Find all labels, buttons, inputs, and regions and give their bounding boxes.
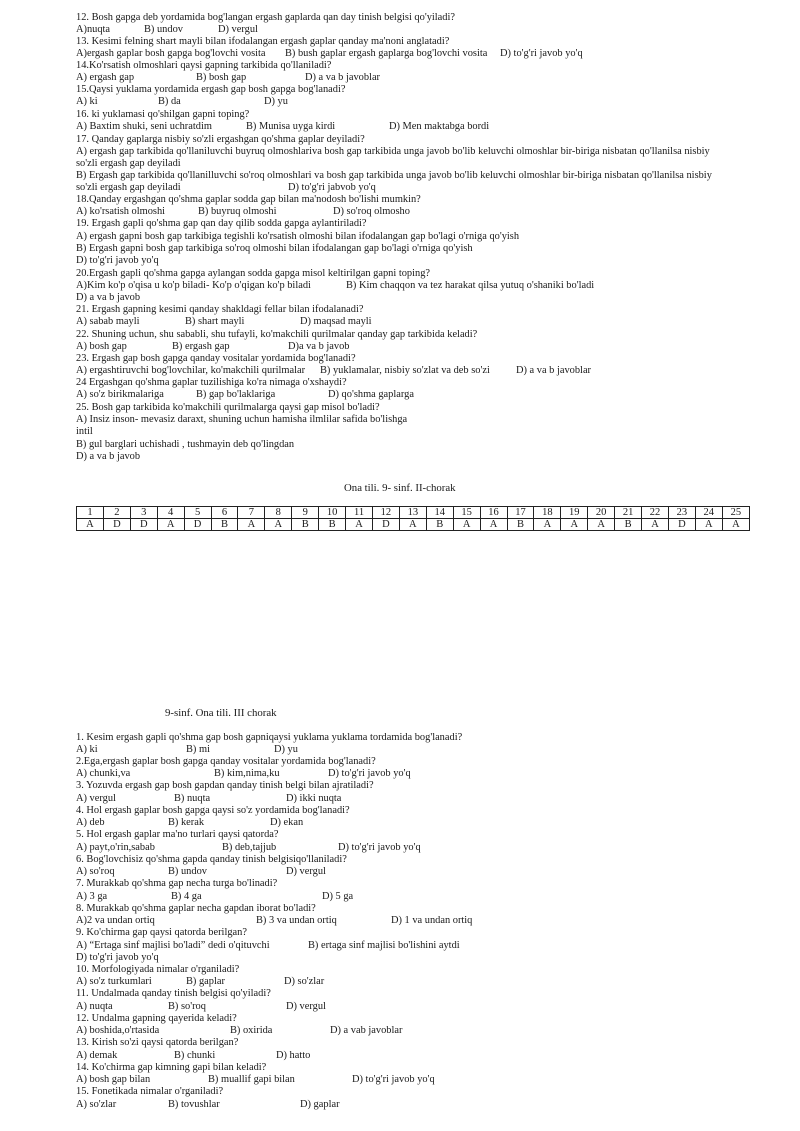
answer-key-number-cell: 2 (103, 507, 130, 519)
answer-key-number-cell: 11 (346, 507, 373, 519)
answer-key-answers-row (77, 519, 750, 531)
answer-key-number-cell: 12 (372, 507, 399, 519)
answer-key-number-cell: 4 (157, 507, 184, 519)
answer-key-answer-cell: A (77, 519, 104, 531)
answer-key-number-cell: 25 (722, 507, 749, 519)
answer-key-number-cell: 14 (426, 507, 453, 519)
section-2-title: 9-sinf. Ona tili. III chorak (165, 707, 277, 719)
answer-key-answer-cell: A (157, 519, 184, 531)
answer-key-answer-cell: A (695, 519, 722, 531)
answer-key-answer-cell: B (211, 519, 238, 531)
answer-key-answer-cell: A (453, 519, 480, 531)
answer-key-number-cell: 13 (399, 507, 426, 519)
answer-key-title: Ona tili. 9- sinf. II-chorak (344, 482, 456, 494)
answer-key-answer-cell: D (130, 519, 157, 531)
answer-key-number-cell: 19 (561, 507, 588, 519)
answer-key-answer-cell: A (399, 519, 426, 531)
answer-key-number-cell: 10 (319, 507, 346, 519)
answer-key-number-cell: 15 (453, 507, 480, 519)
answer-key-answer-cell: A (588, 519, 615, 531)
answer-key-number-cell: 18 (534, 507, 561, 519)
answer-key-number-cell: 7 (238, 507, 265, 519)
answer-key-answer-cell: B (319, 519, 346, 531)
answer-key-number-cell: 3 (130, 507, 157, 519)
answer-key-answer-cell: A (561, 519, 588, 531)
answer-key-number-cell: 24 (695, 507, 722, 519)
answer-key-table (76, 506, 750, 531)
answer-key-answer-cell: D (184, 519, 211, 531)
answer-key-answer-cell: B (507, 519, 534, 531)
answer-key-number-cell: 16 (480, 507, 507, 519)
answer-key-answer-cell: B (292, 519, 319, 531)
answer-key-number-cell: 17 (507, 507, 534, 519)
answer-key-number-cell: 9 (292, 507, 319, 519)
answer-key-answer-cell: A (346, 519, 373, 531)
answer-key-answer-cell: B (426, 519, 453, 531)
answer-key-number-cell: 1 (77, 507, 104, 519)
answer-key-answer-cell: A (642, 519, 669, 531)
answer-key-answer-cell: D (372, 519, 399, 531)
answer-key-answer-cell: B (615, 519, 642, 531)
answer-key-answer-cell: A (480, 519, 507, 531)
answer-key-answer-cell: D (668, 519, 695, 531)
answer-key-answer-cell: D (103, 519, 130, 531)
answer-key-number-cell: 20 (588, 507, 615, 519)
answer-key-number-cell: 23 (668, 507, 695, 519)
answer-key-answer-cell: A (265, 519, 292, 531)
answer-key-number-cell: 6 (211, 507, 238, 519)
answer-key-number-cell: 5 (184, 507, 211, 519)
answer-key-answer-cell: A (238, 519, 265, 531)
answer-key-number-cell: 8 (265, 507, 292, 519)
answer-key-numbers-row (77, 507, 750, 519)
answer-key-number-cell: 21 (615, 507, 642, 519)
answer-key-number-cell: 22 (642, 507, 669, 519)
answer-key-answer-cell: A (534, 519, 561, 531)
answer-key-answer-cell: A (722, 519, 749, 531)
